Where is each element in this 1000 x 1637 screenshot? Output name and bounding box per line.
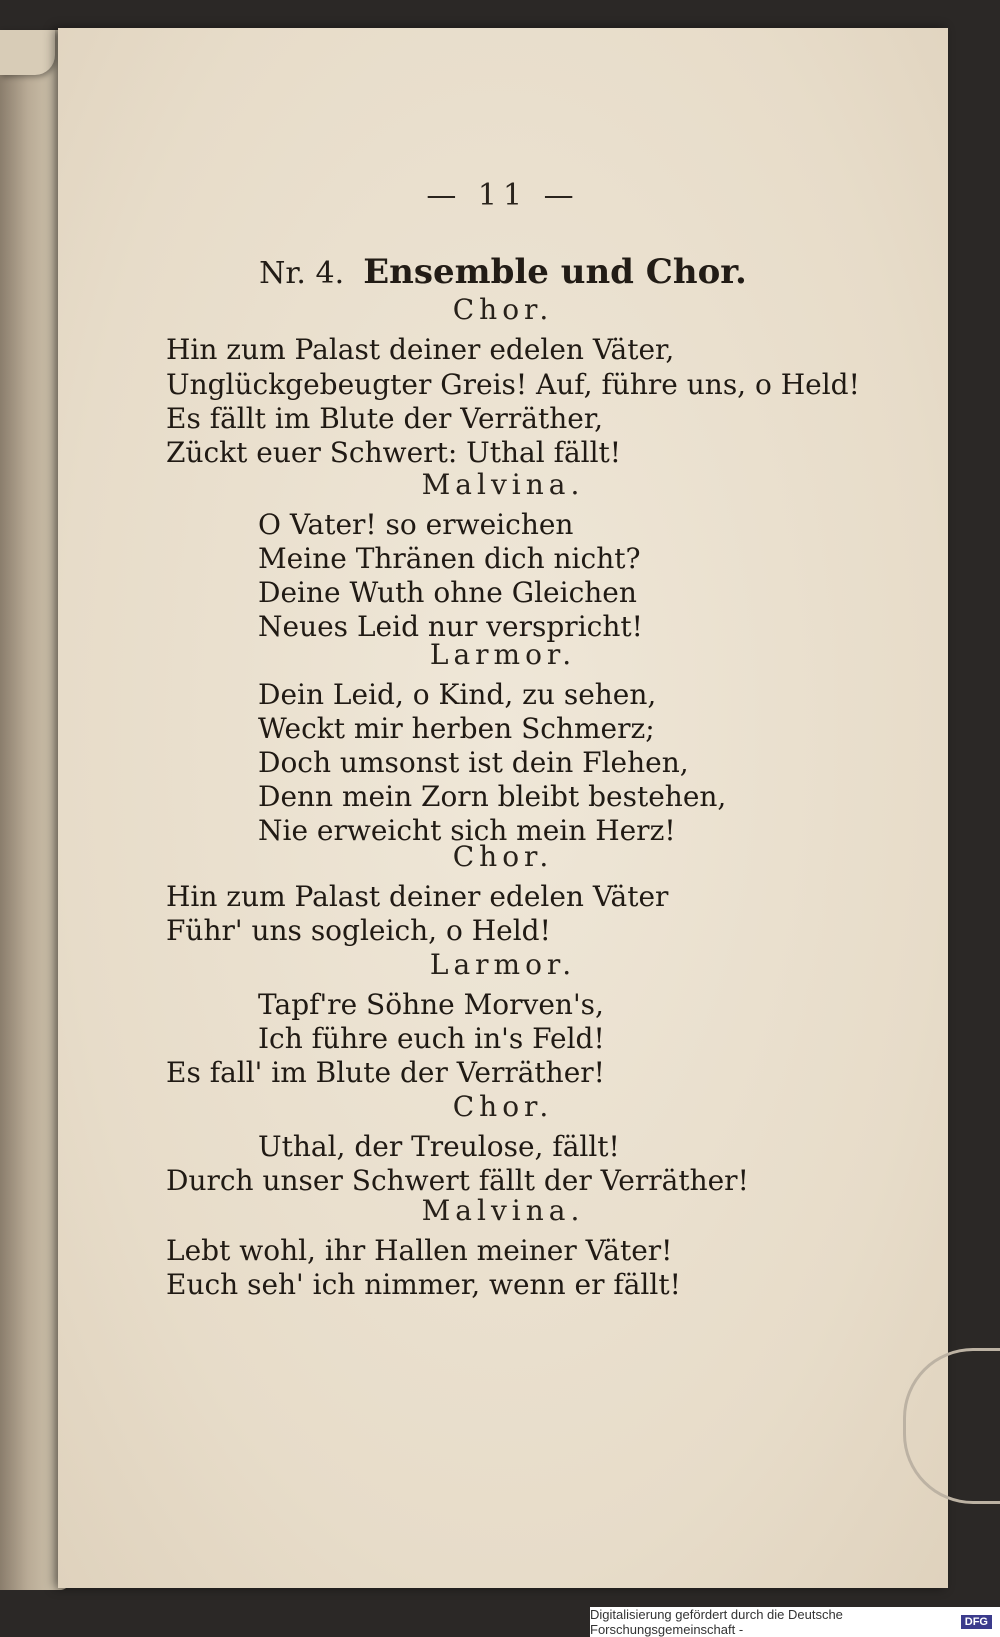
verse-line: Hin zum Palast deiner edelen Väter bbox=[166, 880, 669, 913]
page-number: — 11 — bbox=[426, 178, 580, 213]
heading-title: Ensemble und Chor. bbox=[363, 252, 747, 292]
verse-line: Neues Leid nur verspricht! bbox=[258, 610, 643, 643]
verse-line: Deine Wuth ohne Gleichen bbox=[258, 576, 637, 609]
speaker-label: Larmor. bbox=[429, 948, 577, 981]
verse-line: O Vater! so erweichen bbox=[258, 508, 574, 541]
verse-line: Unglückgebeugter Greis! Auf, führe uns, o Held! bbox=[166, 368, 860, 401]
speaker-label: Malvina. bbox=[421, 1194, 585, 1227]
verse-line: Euch seh' ich nimmer, wenn er fällt! bbox=[166, 1268, 681, 1301]
verse-line: Dein Leid, o Kind, zu sehen, bbox=[258, 678, 657, 711]
speaker-label: Chor. bbox=[452, 840, 554, 873]
verse-line: Hin zum Palast deiner edelen Väter, bbox=[166, 333, 675, 366]
verse-line: Es fällt im Blute der Verräther, bbox=[166, 402, 604, 435]
speaker-label: Chor. bbox=[452, 293, 554, 326]
verse-line: Denn mein Zorn bleibt bestehen, bbox=[258, 780, 727, 813]
verse-line: Tapf're Söhne Morven's, bbox=[258, 988, 604, 1021]
dfg-logo: DFG bbox=[961, 1615, 992, 1629]
digitization-credit bbox=[590, 1607, 1000, 1637]
verse-line: Meine Thränen dich nicht? bbox=[258, 542, 641, 575]
speaker-label: Larmor. bbox=[429, 638, 577, 671]
verse-line: Durch unser Schwert fällt der Verräther! bbox=[166, 1164, 749, 1197]
speaker-label: Chor. bbox=[452, 1090, 554, 1123]
verse-line: Nie erweicht sich mein Herz! bbox=[258, 814, 676, 847]
heading-number: Nr. 4. bbox=[259, 256, 345, 291]
verse-line: Zückt euer Schwert: Uthal fällt! bbox=[166, 436, 622, 469]
verse-line: Doch umsonst ist dein Flehen, bbox=[258, 746, 689, 779]
verse-line: Uthal, der Treulose, fällt! bbox=[258, 1130, 620, 1163]
section-heading bbox=[58, 252, 948, 292]
verse-line: Es fall' im Blute der Verräther! bbox=[166, 1056, 605, 1089]
verse-line: Weckt mir herben Schmerz; bbox=[258, 712, 655, 745]
verse-line: Lebt wohl, ihr Hallen meiner Väter! bbox=[166, 1234, 673, 1267]
verse-line: Ich führe euch in's Feld! bbox=[258, 1022, 605, 1055]
book-page bbox=[58, 28, 948, 1588]
page-content bbox=[58, 28, 948, 1588]
credit-text: Digitalisierung gefördert durch die Deutsche Forschungsgemeinschaft - bbox=[590, 1607, 843, 1637]
page-corner bbox=[0, 30, 55, 75]
verse-line: Führ' uns sogleich, o Held! bbox=[166, 914, 551, 947]
speaker-label: Malvina. bbox=[421, 468, 585, 501]
